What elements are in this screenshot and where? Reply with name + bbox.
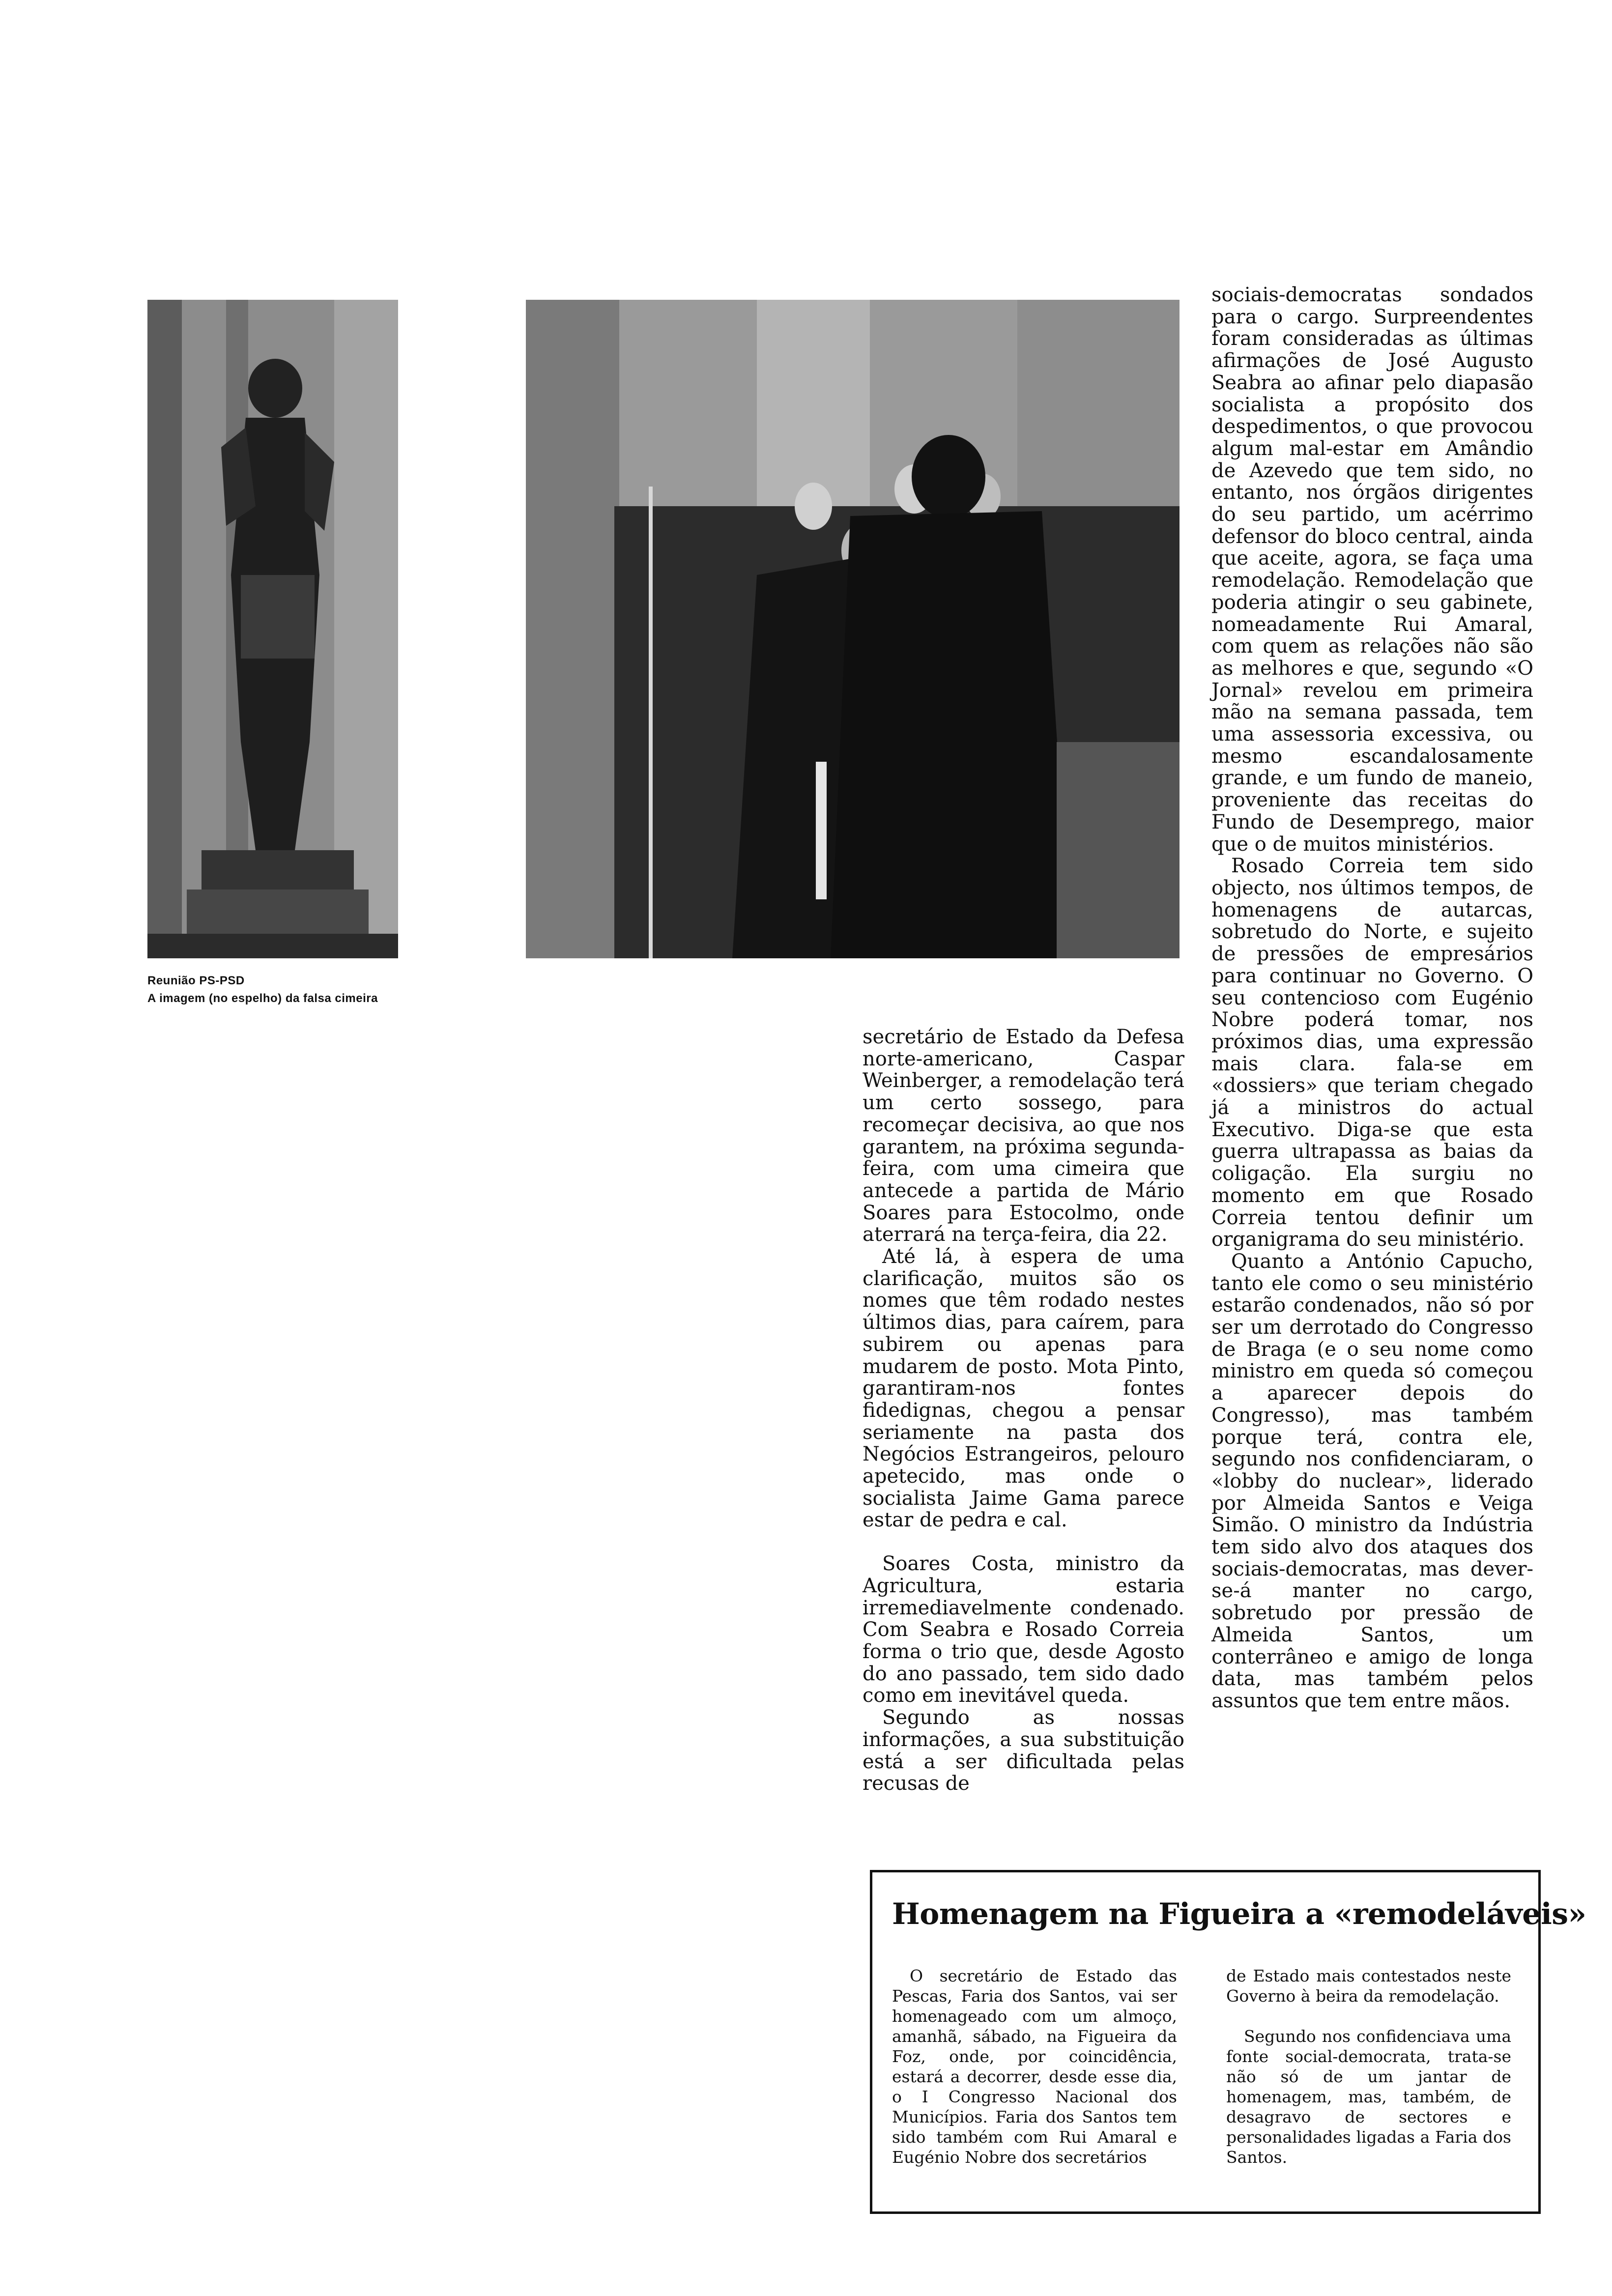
photo-caption-title: Reunião PS-PSD — [147, 974, 245, 987]
meeting-illustration — [526, 300, 1180, 958]
paragraph: Até lá, à espera de uma clarificação, muitos são os nomes que têm rodado nestes últimos dias, para caírem, para subirem ou apenas para mudarem de posto. Mota Pinto, garantiram-nos fontes fidedignas, chegou a pensar seriamente na pasta dos Negócios Estrangeiros, pelouro apetecido, mas onde o socialista Jaime Gama parece estar de pedra e cal. — [863, 1245, 1184, 1532]
paragraph: Quanto a António Capucho, tanto ele como o seu ministério estarão condenados, não só por ser um derrotado do Congresso de Braga (e o seu nome como ministro em queda só começou a aparecer depois do Congresso), mas também porque terá, contra ele, segundo nos confidenciaram, o «lobby do nuclear», liderado por Almeida Santos e Veiga Simão. O ministro da Indústria tem sido alvo dos ataques dos sociais-democratas, mas dever-se-á manter no cargo, sobretudo por pressão de Almeida Santos, um conterrâneo e amigo de longa data, mas também pelos assuntos que tem entre mãos. — [1211, 1250, 1533, 1712]
paragraph: O secretário de Estado das Pescas, Faria dos Santos, vai ser homenageado com um almoço, amanhã, sábado, na Figueira da Foz, onde, por coincidência, estará a decorrer, desde esse dia, o I Congresso Nacional dos Municípios. Faria dos Santos tem sido também com Rui Amaral e Eugénio Nobre dos secretários — [892, 1966, 1177, 2167]
paragraph: secretário de Estado da Defesa norte-americano, Caspar Weinberger, a remodelação terá um certo sossego, para recomeçar decisiva, ao que nos garantem, na próxima segunda-feira, com uma cimeira que antecede a partida de Mário Soares para Estocolmo, onde aterrará na terça-feira, dia 22. — [863, 1026, 1184, 1246]
photo-meeting — [526, 300, 1180, 958]
sidebar-column-left — [892, 1966, 1177, 2167]
article-column-middle — [863, 1026, 1184, 1795]
paragraph: Segundo as nossas informações, a sua substituição está a ser dificultada pelas recusas de — [863, 1706, 1184, 1795]
photo-caption-text: A imagem (no espelho) da falsa cimeira — [147, 992, 378, 1005]
sidebar-column-right — [1226, 1966, 1511, 2167]
paragraph: de Estado mais contestados neste Governo à beira da remodelação. — [1226, 1966, 1511, 2006]
paragraph: Soares Costa, ministro da Agricultura, estaria irremediavelmente condenado. Com Seabra e Rosado Correia forma o trio que, desde Agosto do ano passado, tem sido dado como em inevitável queda. — [863, 1552, 1184, 1707]
paragraph: Rosado Correia tem sido objecto, nos últimos tempos, de homenagens de autarcas, sobretudo do Norte, e sujeito de pressões de empresários para continuar no Governo. O seu contencioso com Eugénio Nobre poderá tomar, nos próximos dias, uma expressão mais clara. fala-se em «dossiers» que teriam chegado já a ministros do actual Executivo. Diga-se que esta guerra ultrapassa as baias da coligação. Ela surgiu no momento em que Rosado Correia tentou definir um organigrama do seu ministério. — [1211, 855, 1533, 1251]
article-column-right — [1211, 284, 1533, 1712]
statue-illustration — [147, 300, 398, 958]
sidebar-title: Homenagem na Figueira a «remodeláveis» — [892, 1897, 1586, 1931]
sidebar-box — [870, 1870, 1586, 2214]
paragraph: Segundo nos confidenciava uma fonte social-democrata, trata-se não só de um jantar de homenagem, mas, também, de desagravo de sectores e personalidades ligadas a Faria dos Santos. — [1226, 2027, 1511, 2167]
photo-statue — [147, 300, 398, 958]
paragraph: sociais-democratas sondados para o cargo. Surpreendentes foram consideradas as últimas afirmações de José Augusto Seabra ao afinar pelo diapasão socialista a propósito dos despedimentos, o que provocou algum mal-estar em Amândio de Azevedo que tem sido, no entanto, nos órgãos dirigentes do seu partido, um acérrimo defensor do bloco central, ainda que aceite, agora, se faça uma remodelação. Remodelação que poderia atingir o seu gabinete, nomeadamente Rui Amaral, com quem as relações não são as melhores e que, segundo «O Jornal» revelou em primeira mão na semana passada, tem uma assessoria excessiva, ou mesmo escandalosamente grande, e um fundo de maneio, proveniente das receitas do Fundo de Desemprego, maior que o de muitos ministérios. — [1211, 284, 1533, 856]
